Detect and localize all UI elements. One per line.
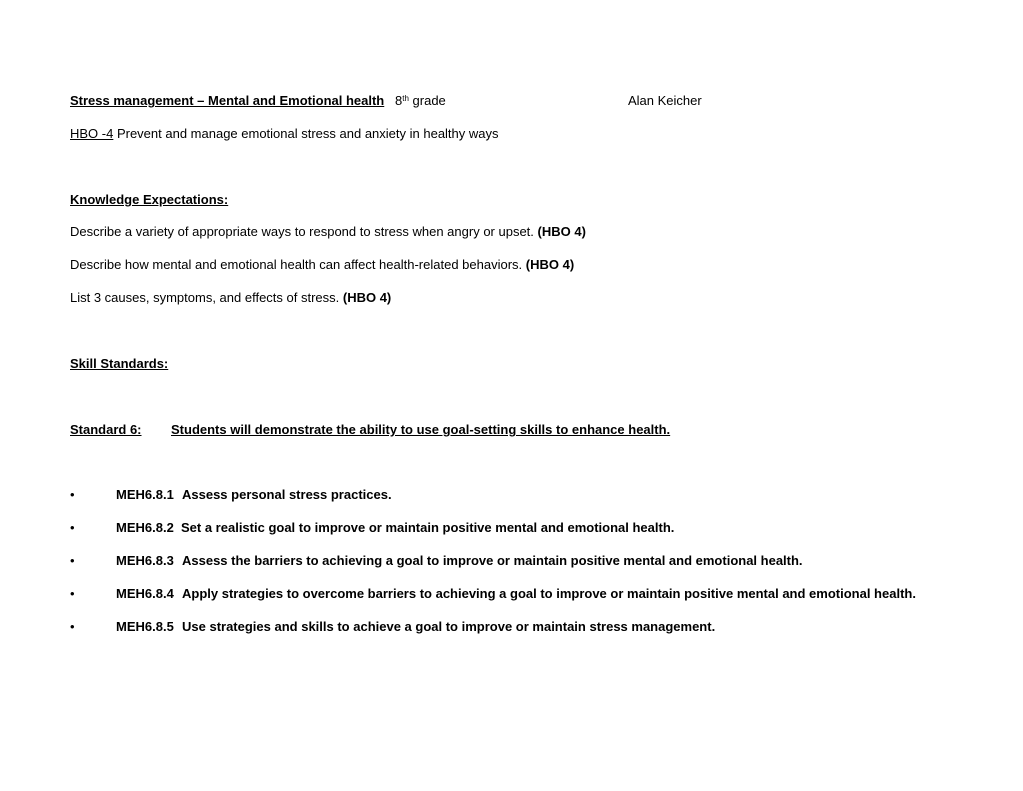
bullet-code: MEH6.8.3 (116, 553, 174, 568)
bullet-text: Set a realistic goal to improve or maintain positive mental and emotional health. (181, 520, 675, 535)
grade-word: grade (412, 93, 446, 108)
knowledge-item (70, 290, 391, 306)
knowledge-item-tag: (HBO 4) (525, 257, 575, 272)
document-title: Stress management – Mental and Emotional health (70, 93, 385, 108)
bullet-code: MEH6.8.4 (116, 586, 174, 601)
list-item (70, 487, 970, 503)
knowledge-item-tag: (HBO 4) (537, 224, 586, 239)
bullet-icon: • (70, 520, 75, 535)
bullet-icon: • (70, 487, 75, 502)
grade-suffix: th (402, 94, 409, 103)
list-item (70, 553, 970, 569)
bullet-text: Assess personal stress practices. (182, 487, 392, 502)
hbo-code: HBO -4 (70, 126, 114, 141)
list-item (70, 586, 970, 602)
knowledge-item-text: Describe a variety of appropriate ways to respond to stress when angry or upset. (70, 224, 538, 239)
bullet-text: Apply strategies to overcome barriers to achieving a goal to improve or maintain positive mental and emotional health. (182, 586, 916, 601)
knowledge-item-text: List 3 causes, symptoms, and effects of stress. (70, 290, 343, 305)
knowledge-item-tag: (HBO 4) (342, 290, 392, 305)
header-row (70, 93, 384, 109)
hbo-text: Prevent and manage emotional stress and anxiety in healthy ways (113, 126, 499, 141)
standard-label: Standard 6: (70, 422, 142, 437)
bullet-icon: • (70, 619, 75, 634)
knowledge-item (70, 224, 586, 240)
list-item (70, 520, 970, 536)
standard-text: Students will demonstrate the ability to use goal-setting skills to enhance health. (171, 422, 671, 437)
author-name: Alan Keicher (628, 93, 702, 108)
bullet-text: Assess the barriers to achieving a goal to improve or maintain positive mental and emotional health. (182, 553, 803, 568)
bullet-text: Use strategies and skills to achieve a goal to improve or maintain stress management. (182, 619, 716, 634)
knowledge-item-text: Describe how mental and emotional health can affect health-related behaviors. (70, 257, 526, 272)
knowledge-heading: Knowledge Expectations: (70, 192, 229, 207)
bullet-icon: • (70, 553, 75, 568)
grade-label (395, 93, 446, 109)
grade-number: 8 (395, 93, 403, 108)
knowledge-item (70, 257, 574, 273)
bullet-code: MEH6.8.2 (116, 520, 174, 535)
skills-heading: Skill Standards: (70, 356, 169, 371)
hbo-line (70, 126, 499, 142)
bullet-code: MEH6.8.5 (116, 619, 174, 634)
bullet-code: MEH6.8.1 (116, 487, 174, 502)
bullet-icon: • (70, 586, 75, 601)
list-item (70, 619, 970, 635)
